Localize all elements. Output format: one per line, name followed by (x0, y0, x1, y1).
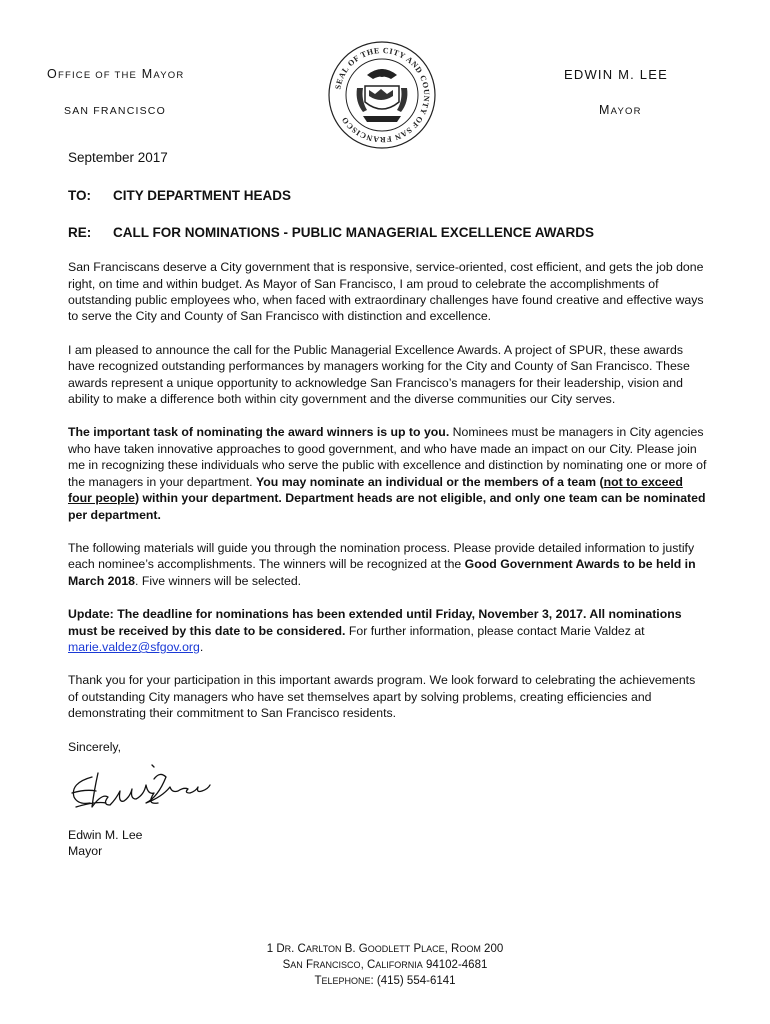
letter-body (68, 150, 708, 860)
city-seal-icon (327, 40, 437, 150)
footer-address (0, 941, 770, 989)
contact-email-link[interactable]: marie.valdez@sfgov.org (68, 639, 200, 654)
signer-title: Mayor (68, 844, 103, 859)
mayor-title: MAYOR (599, 103, 642, 117)
paragraph-3: The important task of nominating the award winners is up to you. Nominees must be managers in City agencies who have taken innovative approaches to good government, and who have made an impact on our City. Please join me in recognizing these individuals who serve the public with excellence and distinction by nominating one or more of the managers in your department. You may nominate an individual or the members of a team (not to exceed four people) within your department. Department heads are not eligible, and only one team can be nominated per department. (68, 425, 707, 522)
mayor-name: EDWIN M. LEE (564, 67, 668, 82)
paragraph-4: The following materials will guide you through the nomination process. Please provide detailed information to justify each nominee’s accomplishments. The winners will be recognized at the Good Government Awards to be held in March 2018. Five winners will be selected. (68, 540, 696, 588)
office-of-the-mayor: OFFICE OF THE MAYOR (47, 67, 185, 81)
paragraph-2: I am pleased to announce the call for the Public Managerial Excellence Awards. A project of SPUR, these awards have recognized outstanding performances by managers working for the City and County of San Francisco. These awards represent a unique opportunity to acknowledge San Francisco’s managers for their leadership, vision and ability to make a difference both within city government and the diverse communities our City serves. (68, 342, 690, 407)
signer-name: Edwin M. Lee (68, 827, 143, 842)
letter-date: September 2017 (68, 150, 168, 165)
to-label: TO: (68, 188, 91, 204)
re-value: CALL FOR NOMINATIONS - PUBLIC MANAGERIAL EXCELLENCE AWARDS (113, 224, 595, 240)
re-label: RE: (68, 224, 92, 240)
closing: Sincerely, (68, 739, 122, 754)
paragraph-1: San Franciscans deserve a City government that is responsive, service-oriented, cost efficient, and gets the job done right, on time and within budget. As Mayor of San Francisco, I am proud to celebrate the accomplishments of outstanding public employees who, when faced with extraordinary challenges have found creative and effective ways to serve the City and County of San Francisco with distinction and excellence. (68, 260, 704, 324)
city-label: SAN FRANCISCO (64, 105, 166, 117)
re-line (68, 225, 708, 241)
paragraph-5: Update: The deadline for nominations has been extended until Friday, November 3, 2017. All nominations must be received by this date to be considered. For further information, please contact Marie Valdez at marie.valdez@sfgov.org. (68, 607, 682, 654)
signature-icon (62, 759, 222, 821)
letterhead (0, 0, 770, 150)
footer-phone-line: TELEPHONE: (415) 554-6141 (314, 975, 456, 987)
footer-city-line: SAN FRANCISCO, CALIFORNIA 94102-4681 (282, 959, 488, 971)
footer-address-line: 1 DR. CARLTON B. GOODLETT PLACE, ROOM 200 (266, 943, 504, 955)
to-value: CITY DEPARTMENT HEADS (113, 188, 292, 204)
to-line (68, 188, 708, 204)
paragraph-6: Thank you for your participation in this important awards program. We look forward to celebrating the achievements of outstanding City managers who have set themselves apart by solving problems, creating efficiencies and demonstrating their commitment to San Francisco residents. (68, 673, 696, 721)
svg-text:SEAL OF THE CITY AND COUNTY OF: SEAL OF THE CITY AND COUNTY OF SAN FRANCISCO (333, 45, 432, 145)
